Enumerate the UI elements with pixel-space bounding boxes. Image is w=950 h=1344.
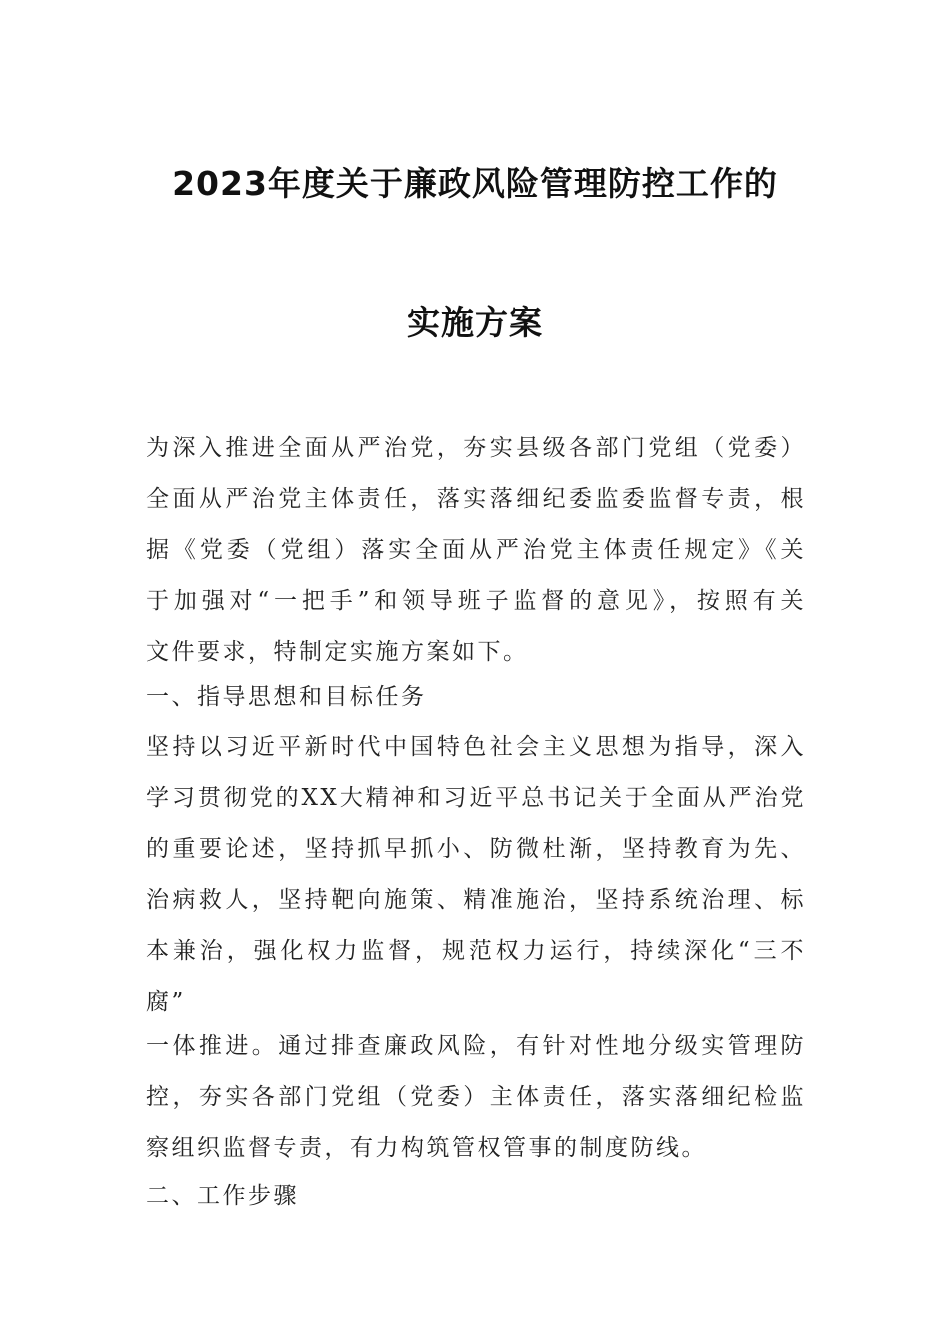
text-line: 察组织监督专责，有力构筑管权管事的制度防线。: [146, 1135, 707, 1161]
document-title-line-2: 实施方案: [407, 303, 543, 342]
intro-paragraph: [146, 423, 806, 678]
text-line: 据《党委（党组）落实全面从严治党主体责任规定》《关: [146, 537, 806, 563]
document-title-line-1: 2023年度关于廉政风险管理防控工作的: [172, 164, 778, 203]
text-line: 为深入推进全面从严治党，夯实县级各部门党组（党委）: [146, 435, 806, 461]
text-line: 学习贯彻党的XX大精神和习近平总书记关于全面从严治党: [146, 785, 806, 811]
text-line: 文件要求，特制定实施方案如下。: [146, 639, 529, 665]
text-line: 的重要论述，坚持抓早抓小、防微杜渐，坚持教育为先、: [146, 836, 806, 862]
text-line: 腐”: [146, 989, 186, 1015]
section-heading-2: [146, 1171, 806, 1222]
section-heading-1: [146, 672, 806, 723]
text-line: 于加强对“一把手”和领导班子监督的意见》，按照有关: [146, 588, 806, 614]
text-line: 治病救人，坚持靶向施策、精准施治，坚持系统治理、标: [146, 887, 806, 913]
text-line: 本兼治，强化权力监督，规范权力运行，持续深化“三不: [146, 938, 806, 964]
text-line: 全面从严治党主体责任，落实落细纪委监委监督专责，根: [146, 486, 806, 512]
section-heading-text: 二、工作步骤: [146, 1183, 299, 1209]
text-line: 控，夯实各部门党组（党委）主体责任，落实落细纪检监: [146, 1084, 806, 1110]
guiding-thought-paragraph: [146, 722, 806, 1028]
objective-paragraph: [146, 1021, 806, 1174]
section-heading-text: 一、指导思想和目标任务: [146, 684, 427, 710]
text-line: 一体推进。通过排查廉政风险，有针对性地分级实管理防: [146, 1033, 806, 1059]
text-line: 坚持以习近平新时代中国特色社会主义思想为指导，深入: [146, 734, 806, 760]
